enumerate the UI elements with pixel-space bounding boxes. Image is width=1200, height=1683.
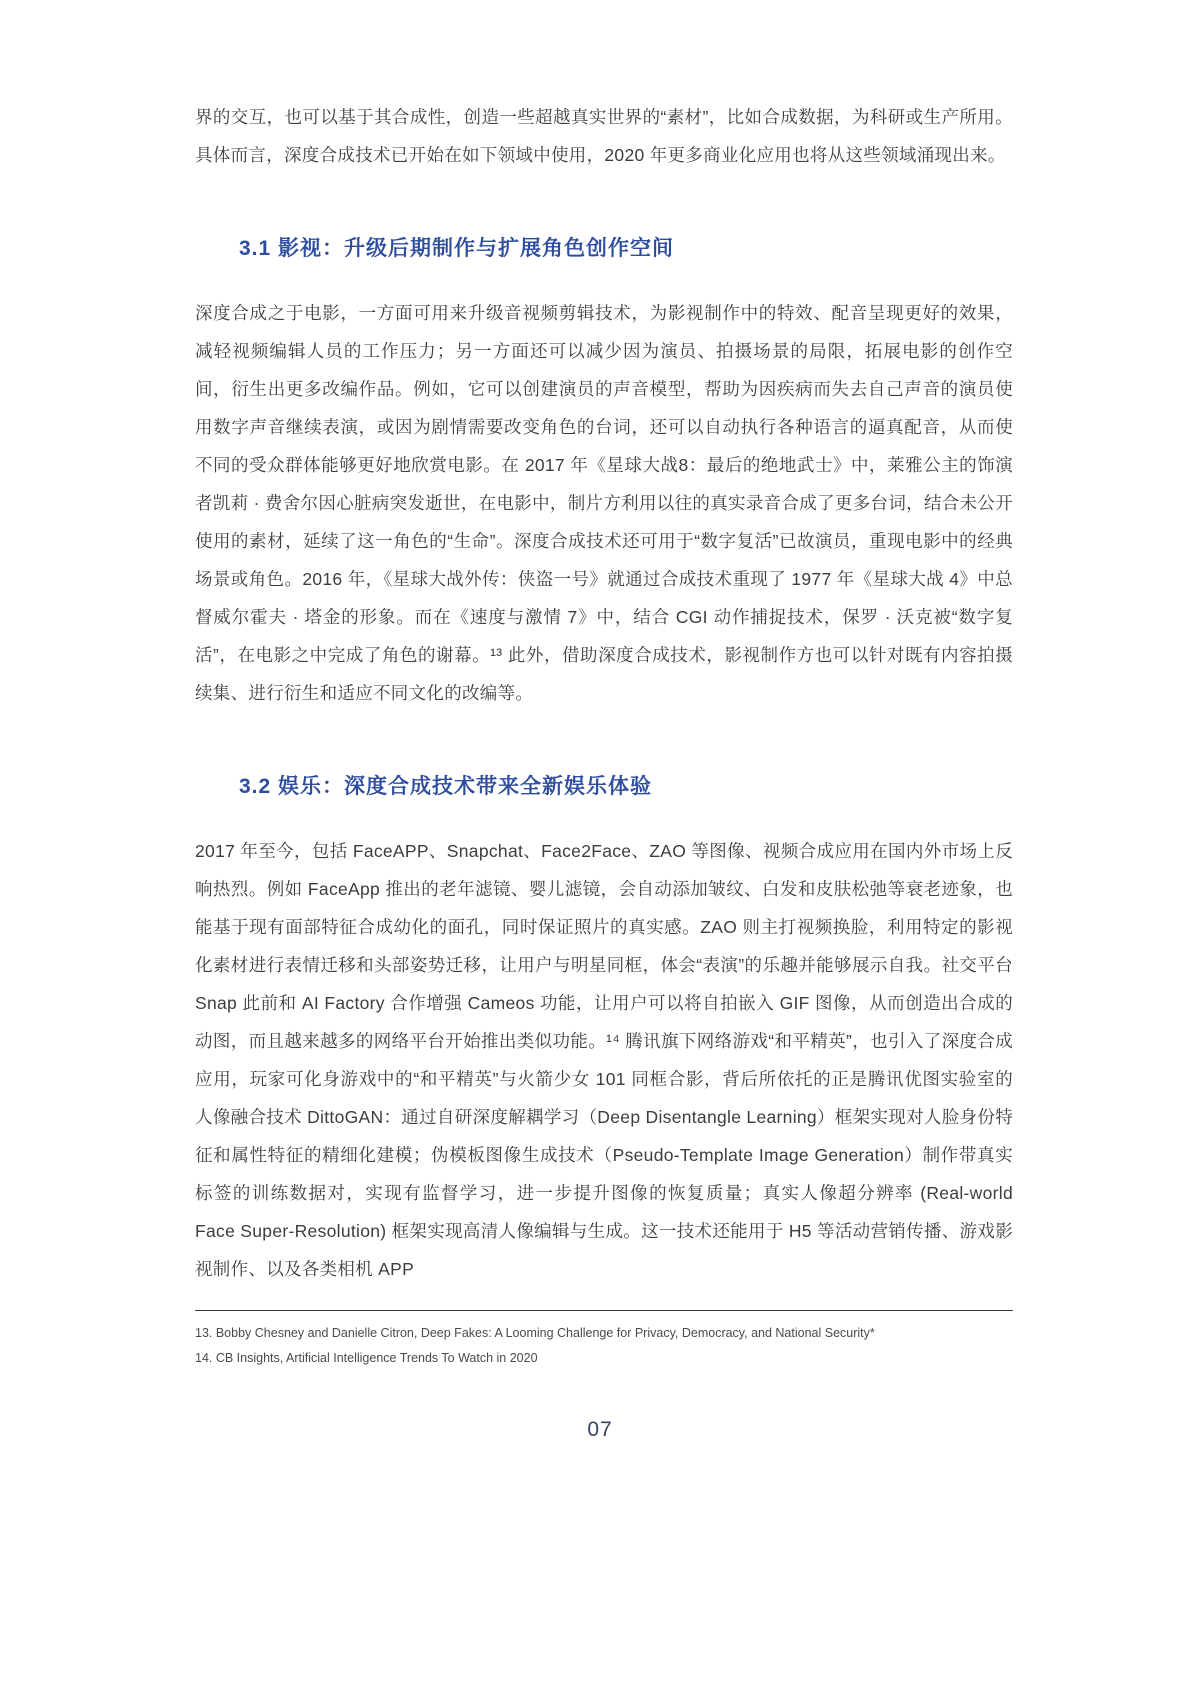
page-content — [195, 98, 1013, 1288]
page-number: 07 — [587, 1418, 613, 1441]
footnote-14: 14. CB Insights, Artificial Intelligence Trends To Watch in 2020 — [195, 1351, 538, 1365]
footnotes-block — [195, 1310, 1013, 1371]
section-3-2-heading: 3.2 娱乐：深度合成技术带来全新娱乐体验 — [239, 775, 653, 798]
intro-paragraph: 界的交互，也可以基于其合成性，创造一些超越真实世界的“素材”，比如合成数据，为科研或生产所用。具体而言，深度合成技术已开始在如下领域中使用，2020 年更多商业化应用也将从这些领域涌现出来。 — [195, 107, 1013, 165]
footnote-13: 13. Bobby Chesney and Danielle Citron, Deep Fakes: A Looming Challenge for Privacy, Democracy, and National Security* — [195, 1326, 875, 1340]
section-3-1-paragraph: 深度合成之于电影，一方面可用来升级音视频剪辑技术，为影视制作中的特效、配音呈现更好的效果，减轻视频编辑人员的工作压力；另一方面还可以减少因为演员、拍摄场景的局限，拓展电影的创作空间，衍生出更多改编作品。例如，它可以创建演员的声音模型，帮助为因疾病而失去自己声音的演员使用数字声音继续表演，或因为剧情需要改变角色的台词，还可以自动执行各种语言的逼真配音，从而使不同的受众群体能够更好地欣赏电影。在 2017 年《星球大战8：最后的绝地武士》中，莱雅公主的饰演者凯莉 · 费舍尔因心脏病突发逝世，在电影中，制片方利用以往的真实录音合成了更多台词，结合未公开使用的素材，延续了这一角色的“生命”。深度合成技术还可用于“数字复活”已故演员，重现电影中的经典场景或角色。2016 年，《星球大战外传：侠盗一号》就通过合成技术重现了 1977 年《星球大战 4》中总督威尔霍夫 · 塔金的形象。而在《速度与激情 7》中，结合 CGI 动作捕捉技术，保罗 · 沃克被“数字复活”，在电影之中完成了角色的谢幕。¹³ 此外，借助深度合成技术，影视制作方也可以针对既有内容拍摄续集、进行衍生和适应不同文化的改编等。 — [195, 303, 1013, 703]
section-3-1-heading: 3.1 影视：升级后期制作与扩展角色创作空间 — [239, 237, 675, 260]
footnote-divider — [195, 1310, 1013, 1311]
section-3-2-paragraph: 2017 年至今，包括 FaceAPP、Snapchat、Face2Face、ZAO 等图像、视频合成应用在国内外市场上反响热烈。例如 FaceApp 推出的老年滤镜、婴儿滤镜，会自动添加皱纹、白发和皮肤松弛等衰老迹象，也能基于现有面部特征合成幼化的面孔，同时保证照片的真实感。ZAO 则主打视频换脸，利用特定的影视化素材进行表情迁移和头部姿势迁移，让用户与明星同框，体会“表演”的乐趣并能够展示自我。社交平台 Snap 此前和 AI Factory 合作增强 Cameos 功能，让用户可以将自拍嵌入 GIF 图像，从而创造出合成的动图，而且越来越多的网络平台开始推出类似功能。¹⁴ 腾讯旗下网络游戏“和平精英”，也引入了深度合成应用，玩家可化身游戏中的“和平精英”与火箭少女 101 同框合影，背后所依托的正是腾讯优图实验室的人像融合技术 DittoGAN：通过自研深度解耦学习（Deep Disentangle Learning）框架实现对人脸身份特征和属性特征的精细化建模；伪模板图像生成技术（Pseudo-Template Image Generation）制作带真实标签的训练数据对，实现有监督学习，进一步提升图像的恢复质量；真实人像超分辨率 (Real-world Face Super-Resolution) 框架实现高清人像编辑与生成。这一技术还能用于 H5 等活动营销传播、游戏影视制作、以及各类相机 APP — [195, 841, 1013, 1279]
